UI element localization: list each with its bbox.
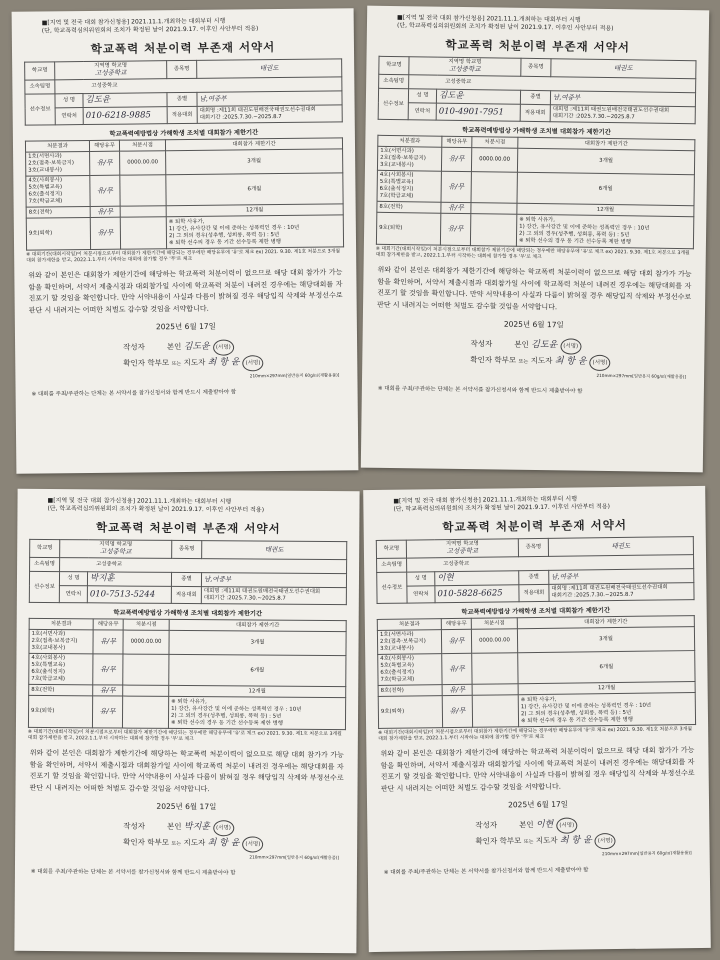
form-title: 학교폭력 처분이력 부존재 서약서: [442, 517, 627, 535]
team-value: 고성중학교: [60, 558, 347, 574]
limits-row: [378, 693, 695, 729]
header-line-2: (단, 학교폭력심의위원회의 조치가 확정된 날이 2021.9.17. 이후인 사안부터 적용): [41, 25, 259, 35]
paper-spec: 210mm×297mm[일반용지 60g/㎡(재활용품)]: [596, 372, 687, 380]
school-value: 지역명 학교명 고성중학교: [406, 539, 518, 558]
event-label: 종목명: [518, 538, 548, 556]
writer-signature: 김도윤: [183, 341, 210, 353]
limits-row: [26, 149, 343, 176]
limit-period: 12개월: [518, 682, 695, 695]
limits-subtitle: 학교폭력예방법상 가해학생 조치별 대회참가 제한기간: [113, 609, 263, 618]
contact-label: 연락처: [408, 103, 436, 120]
event-value: 태권도: [548, 537, 693, 557]
limits-table: [28, 618, 347, 730]
athlete-phone: 010-6218-9885: [83, 107, 167, 125]
pledge-form-sheet-3: [14, 489, 359, 953]
col-applicable: 해당유무: [441, 618, 471, 629]
limit-yes-no: 유/무: [90, 217, 120, 249]
athlete-label: 선수정보: [25, 94, 55, 125]
event-label: 종목명: [521, 58, 551, 76]
pledge-form-sheet-1: [12, 8, 359, 474]
pledge-date: 2025년 6월 17일: [503, 319, 564, 330]
signature-block: [27, 819, 345, 853]
team-label: 소속팀명: [379, 74, 409, 88]
limit-yes-no: 유/무: [442, 684, 472, 695]
athlete-label: 선수정보: [29, 571, 59, 602]
limits-subtitle: 학교폭력예방법상 가해학생 조치별 대회참가 제한기간: [109, 129, 259, 138]
pledge-date: 2025년 6월 17일: [156, 801, 217, 812]
limit-yes-no: 유/무: [93, 654, 123, 685]
limit-period: ※ 퇴학 사유가, 1) 강간, 유사강간 및 이에 준하는 성폭력인 경우 : 10년 2) 그 외의 경우(성추행, 성희롱, 폭력 등) : 5년 ※ 퇴학 선수의 경우 동 기간 선수등록 제한 병행: [166, 215, 343, 249]
name-label: 성 명: [408, 89, 436, 103]
col-limit: 대회참가 제한기간: [518, 137, 695, 150]
col-limit: 대회참가 제한기간: [517, 616, 694, 629]
signature-block: [379, 816, 697, 852]
header-line-2: (단, 학교폭력심의위원회의 조치가 확정된 날이 2021.9.17. 이후인 사안부터 적용): [396, 22, 614, 33]
limits-table: [25, 137, 344, 250]
col-date: 처분시점: [119, 140, 165, 151]
competition-value: 대회명 :제11회 태권도원배전국태권도선수권대회 대회기간 :2025.7.30.~2025.8.7: [549, 583, 694, 602]
gender-value: 남,여중부: [549, 569, 694, 585]
athlete-info-table: [378, 56, 697, 124]
limit-period: 6개월: [518, 651, 695, 684]
name-label: 성 명: [407, 572, 435, 586]
limit-period: ※ 퇴학 사유가, 1) 강간, 유사강간 및 이에 준하는 성폭력인 경우 : 10년 2) 그 외의 경우(성추행, 성희롱, 폭력 등) : 5년 ※ 퇴학 선수의 경우 동 기간 선수등록 제한 병행: [516, 214, 693, 248]
limit-date: 0000.00.00: [123, 630, 169, 654]
limit-action: 1호(서면사과) 2호(접촉·보복금지) 3호(교내봉사): [377, 630, 441, 655]
event-label: 종목명: [167, 60, 197, 78]
competition-value: 대회명 :제11회 태권도원배전국태권도선수권대회 대회기간 :2025.7.30.~2025.8.7: [550, 105, 695, 124]
limit-action: 9호(퇴학): [26, 217, 90, 250]
guide-stamp: (서명): [589, 355, 610, 371]
limit-action: 4호(사회봉사) 5호(특별교육) 6호(출석정지) 7호(학급교체): [29, 653, 93, 684]
paper-spec: 210mm×297mm[일반용지 60g/㎡(재활용품)]: [601, 850, 692, 857]
limits-row: [29, 653, 346, 686]
event-label: 종목명: [172, 540, 202, 558]
col-limit: 대회참가 제한기간: [165, 138, 342, 151]
school-value: 지역명 학교명 고성중학교: [55, 61, 167, 80]
gender-label: 종별: [520, 90, 550, 104]
writer-line: 작성자 본인 김도윤 (서명): [123, 338, 345, 356]
event-value: 태권도: [197, 59, 342, 79]
athlete-phone: 010-4901-7951: [436, 103, 520, 121]
writer-signature: 이현: [535, 819, 554, 831]
limits-row: [377, 170, 694, 205]
signature-block: [27, 338, 345, 373]
col-applicable: 해당유무: [89, 140, 119, 151]
guide-signature: 최 항 윤: [554, 356, 587, 367]
limit-period: 3개월: [166, 149, 343, 175]
school-value: 지역명 학교명 고성중학교: [60, 540, 172, 559]
athlete-info-table: [376, 536, 695, 604]
limits-row: [26, 215, 343, 250]
limits-row: [28, 695, 345, 729]
competition-label: 적용대회: [171, 586, 201, 603]
limit-date: 0000.00.00: [471, 148, 517, 173]
guide-signature: 최 항 윤: [207, 357, 240, 368]
limit-yes-no: 유/무: [90, 175, 120, 206]
confirmer-line: 확인자 학부모 또는 지도자 최 항 윤 (서명): [475, 832, 697, 851]
limit-period: 6개월: [166, 173, 343, 206]
form-header: [397, 14, 697, 34]
signature-block: [374, 336, 692, 372]
school-label: 학교명: [379, 56, 409, 74]
limit-yes-no: 유/무: [441, 202, 471, 213]
team-value: 고성중학교: [55, 77, 342, 94]
limit-action: 8호(전학): [29, 684, 93, 695]
limit-action: 8호(전학): [26, 206, 90, 218]
col-applicable: 해당유무: [93, 619, 123, 630]
form-note: ※ 대회기간(대회시작일)이 처분시점으로부터 대회참가 제한기간에 해당되는 경우에만 해당유무에 '유'로 체크 ex) 2021. 9.30. 제1호 처분으로 3개월 대회 참가제한을 받고, 2022.1.1.부터 시작하는 대회에 참가할 경우 '무'로 체크: [375, 246, 690, 261]
writer-stamp: (서명): [560, 338, 581, 354]
limit-period: 12개월: [169, 685, 346, 697]
guide-signature: 최 항 윤: [559, 835, 592, 846]
gender-value: 남,여중부: [201, 573, 346, 588]
limit-yes-no: 유/무: [442, 653, 472, 684]
limit-yes-no: 유/무: [90, 206, 120, 217]
form-title: 학교폭력 처분이력 부존재 서약서: [90, 40, 276, 56]
paper-spec: 210mm×297mm[일반용지 60g/㎡(재활용품)]: [249, 854, 340, 861]
col-date: 처분시점: [471, 618, 517, 630]
header-line-1: ■[지역 및 전국 대회 참가신청용] 2021.11.1.개최하는 대회부터 시행: [393, 495, 578, 505]
limit-action: 8호(전학): [377, 201, 441, 213]
competition-value: 대회명 :제11회 태권도원배전국태권도선수권대회 대회기간 :2025.7.30.~2025.8.7: [197, 105, 342, 124]
team-label: 소속팀명: [377, 558, 407, 572]
limit-period: 12개월: [517, 203, 694, 216]
limit-action: 8호(전학): [378, 685, 442, 697]
form-note: ※ 대회기간(대회시작일)이 처분시점으로부터 대회참가 제한기간에 해당되는 경우에만 해당유무에 '유'로 체크 ex) 2021. 9.30. 제1호 처분으로 3개월 대회 참가제한을 받고, 2022.1.1.부터 시작하는 대회에 참가할 경우 '무'로 체크: [378, 727, 693, 742]
col-action: 처분결과: [377, 619, 441, 631]
writer-line: 작성자 본인 박지훈 (서명): [123, 820, 345, 838]
limits-table: [377, 615, 696, 729]
event-value: 태권도: [551, 59, 696, 79]
limit-action: 4호(사회봉사) 5호(특별교육) 6호(출석정지) 7호(학급교체): [377, 170, 441, 202]
team-value: 고성중학교: [407, 555, 694, 573]
pledge-form-sheet-2: [361, 6, 709, 473]
pledge-text: 위와 같이 본인은 대회참가 제한기간에 해당하는 학교폭력 처분이력이 없으므로 해당 대회 참가가 가능함을 확인하며, 서약서 제출시점과 대회참가일 사이에 학교폭력 처분이 내려진 경우에는 해당대회를 자진포기 할 것임을 확인합니다. 만약 서약내용이 사실과 다름이 밝혀질 경우 해당입직 삭제와 부정선수로 판단 시 내려지는 어떠한 처벌도 감수할 것임을 서약합니다.: [29, 748, 344, 793]
gender-label: 종별: [519, 570, 549, 584]
limit-date: [472, 653, 518, 685]
limit-period: 6개월: [169, 654, 346, 686]
name-label: 성 명: [59, 572, 87, 586]
competition-label: 적용대회: [167, 106, 197, 123]
limit-period: 3개월: [169, 630, 346, 655]
pledge-date: 2025년 6월 17일: [508, 799, 569, 810]
form-footer: ※ 대회를 주최/주관하는 단체는 본 서약서를 참가신청서와 함께 반드시 제출받아야 함: [377, 385, 583, 395]
writer-stamp: (서명): [213, 820, 234, 836]
limit-date: [120, 175, 166, 206]
limit-date: [123, 654, 169, 685]
col-action: 처분결과: [378, 135, 442, 147]
guide-stamp: (서명): [595, 833, 616, 849]
competition-label: 적용대회: [519, 584, 549, 601]
form-note: ※ 대회기간(대회시작일)이 처분시점으로부터 대회참가 제한기간에 해당되는 경우에만 해당유무에 '유'로 체크 ex) 2021. 9.30. 제1호 처분으로 3개월 대회 참가제한을 받고, 2022.1.1.부터 시작하는 대회에 참가할 경우 '무'로 체크: [27, 729, 342, 743]
limit-date: [120, 217, 166, 249]
limits-row: [376, 212, 693, 248]
limit-yes-no: 유/무: [93, 685, 123, 696]
team-value: 고성중학교: [409, 75, 696, 93]
limit-date: 0000.00.00: [120, 151, 166, 175]
school-label: 학교명: [376, 540, 406, 558]
limits-row: [378, 651, 695, 686]
col-limit: 대회참가 제한기간: [169, 619, 346, 631]
limit-period: ※ 퇴학 사유가, 1) 강간, 유사강간 및 이에 준하는 성폭력인 경우 : 10년 2) 그 외의 경우(성추행, 성희롱, 폭력 등) : 5년 ※ 퇴학 선수의 경우 동 기간 선수등록 제한 병행: [518, 693, 695, 727]
athlete-info-table: [24, 58, 343, 125]
contact-label: 연락처: [407, 586, 435, 603]
limit-action: 9호(퇴학): [376, 212, 440, 245]
limits-row: [26, 173, 343, 207]
limit-action: 1호(서면사과) 2호(접촉·보복금지) 3호(교내봉사): [29, 629, 93, 653]
limit-date: [470, 214, 516, 247]
guide-stamp: (서명): [242, 355, 263, 371]
writer-signature: 김도윤: [531, 339, 558, 351]
writer-line: 작성자 본인 이현 (서명): [475, 816, 697, 835]
gender-value: 남,여중부: [550, 91, 695, 107]
athlete-name: 김도윤: [83, 93, 167, 108]
col-action: 처분결과: [29, 618, 93, 629]
team-label: 소속팀명: [30, 557, 60, 571]
form-note: ※ 대회기간(대회시작일)이 처분시점으로부터 대회참가 제한기간에 해당되는 경우에만 해당유무에 '유'로 체크 ex) 2021. 9.30. 제1호 처분으로 3개월 대회 참가제한을 받고, 2022.1.1.부터 시작하는 대회에 참가할 경우 '무'로 체크: [26, 249, 341, 264]
athlete-name: 이현: [435, 571, 519, 586]
limit-date: [472, 684, 518, 696]
form-footer: ※ 대회를 주최/주관하는 단체는 본 서약서를 참가신청서와 함께 반드시 제출받아야 함: [31, 389, 237, 398]
contact-label: 연락처: [59, 586, 87, 603]
school-value: 지역명 학교명 고성중학교: [409, 57, 521, 77]
limits-subtitle: 학교폭력예방법상 가해학생 조치별 대회참가 제한기간: [461, 607, 611, 616]
athlete-info-table: [29, 539, 347, 605]
limit-yes-no: 유/무: [441, 629, 471, 653]
limits-table: [376, 135, 696, 249]
competition-label: 적용대회: [520, 104, 550, 121]
team-label: 소속팀명: [25, 80, 55, 94]
limit-action: 1호(서면사과) 2호(접촉·보복금지) 3호(교내봉사): [377, 146, 441, 171]
event-value: 태권도: [202, 541, 347, 560]
limits-row: [29, 629, 346, 655]
header-line-2: (단, 학교폭력심의위원회의 조치가 확정된 날이 2021.9.17. 이후인 사안부터 적용): [393, 503, 611, 513]
athlete-name: 박지훈: [87, 572, 171, 587]
limits-subtitle: 학교폭력예방법상 가해학생 조치별 대회참가 제한기간: [462, 126, 611, 137]
limit-date: [471, 172, 517, 204]
school-label: 학교명: [25, 62, 55, 80]
school-label: 학교명: [30, 539, 60, 557]
guide-stamp: (서명): [242, 836, 263, 852]
limit-date: [122, 696, 168, 728]
athlete-phone: 010-5828-6625: [435, 585, 519, 603]
limit-period: ※ 퇴학 사유가, 1) 강간, 유사강간 및 이에 준하는 성폭력인 경우 : 10년 2) 그 외의 경우(성추행, 성희롱, 폭력 등) : 5년 ※ 퇴학 선수의 경우 동 기간 선수등록 제한 병행: [168, 696, 345, 729]
col-action: 처분결과: [25, 140, 89, 152]
pledge-text: 위와 같이 본인은 대회참가 제한기간에 해당하는 학교폭력 처분이력이 없으므로 해당 대회 참가가 가능함을 확인하며, 서약서 제출시점과 대회참가일 사이에 학교폭력 처분이 내려진 경우에는 해당대회를 자진포기 할 것임을 확인합니다. 만약 서약내용이 사실과 다름이 밝혀질 경우 해당입직 삭제와 부정선수로 판단 시 내려지는 어떠한 처벌도 감수할 것임을 서약합니다.: [377, 265, 692, 311]
limit-period: 3개월: [517, 148, 694, 174]
pledge-text: 위와 같이 본인은 대회참가 제한기간에 해당하는 학교폭력 처분이력이 없으므로 해당 대회 참가가 가능함을 확인하며, 서약서 제출시점과 대회참가일 사이에 학교폭력 처분이 내려진 경우에는 해당대회를 자진포기 할 것임을 확인합니다. 만약 서약내용이 사실과 다름이 밝혀질 경우 해당입직 삭제와 부정선수로 판단 시 내려지는 어떠한 처벌도 감수할 것임을 서약합니다.: [380, 746, 695, 793]
gender-value: 남,여중부: [197, 91, 342, 107]
col-date: 처분시점: [472, 137, 518, 149]
header-line-1: ■[지역 및 전국 대회 참가신청용] 2021.11.1.개최하는 대회부터 시행: [47, 497, 232, 506]
contact-label: 연락처: [55, 108, 83, 125]
limit-yes-no: 유/무: [90, 151, 120, 175]
limit-date: [471, 203, 517, 215]
limit-action: 1호(서면사과) 2호(접촉·보복금지) 3호(교내봉사): [26, 151, 90, 176]
form-header: [42, 16, 342, 35]
col-date: 처분시점: [123, 619, 169, 630]
writer-line: 작성자 본인 김도윤 (서명): [470, 337, 692, 356]
form-title: 학교폭력 처분이력 부존재 서약서: [96, 520, 281, 536]
col-applicable: 해당유무: [442, 136, 472, 147]
athlete-label: 선수정보: [378, 88, 408, 119]
limit-yes-no: 유/무: [441, 147, 471, 171]
confirmer-line: 확인자 학부모 또는 지도자 최 항 윤 (서명): [123, 354, 345, 372]
name-label: 성 명: [55, 94, 83, 108]
gender-label: 종별: [171, 572, 201, 586]
limit-action: 4호(사회봉사) 5호(특별교육) 6호(출석정지) 7호(학급교체): [26, 175, 90, 207]
limit-action: 4호(사회봉사) 5호(특별교육) 6호(출석정지) 7호(학급교체): [378, 654, 442, 686]
form-header: [47, 497, 347, 515]
limit-action: 9호(퇴학): [378, 696, 442, 729]
limit-yes-no: 유/무: [92, 696, 122, 728]
guide-signature: 최 항 윤: [207, 838, 240, 849]
limit-yes-no: 유/무: [441, 171, 471, 202]
limit-period: 3개월: [517, 627, 694, 653]
limit-period: 6개월: [517, 172, 694, 205]
confirmer-line: 확인자 학부모 또는 지도자 최 항 윤 (서명): [470, 353, 692, 372]
limit-period: 12개월: [166, 204, 343, 217]
limit-date: [123, 685, 169, 696]
athlete-name: 김도윤: [436, 89, 520, 104]
header-line-1: ■[지역 및 전국 대회 참가신청용] 2021.11.1.개최하는 대회부터 시행: [41, 17, 226, 27]
writer-stamp: (서명): [213, 339, 234, 355]
gender-label: 종별: [167, 92, 197, 106]
athlete-label: 선수정보: [377, 572, 407, 603]
pledge-date: 2025년 6월 17일: [155, 321, 216, 332]
form-footer: ※ 대회를 주최/주관하는 단체는 본 서약서를 참가신청서와 함께 반드시 제출받아야 함: [30, 868, 236, 877]
pledge-form-sheet-4: [363, 486, 711, 952]
form-title: 학교폭력 처분이력 부존재 서약서: [445, 37, 631, 55]
limit-date: 0000.00.00: [471, 629, 517, 654]
pledge-text: 위와 같이 본인은 대회참가 제한기간에 해당하는 학교폭력 처분이력이 없으므로 해당 대회 참가가 가능함을 확인하며, 서약서 제출시점과 대회참가일 사이에 학교폭력 처분이 내려진 경우에는 해당대회를 자진포기 할 것임을 확인합니다. 만약 서약내용이 사실과 다름이 밝혀질 경우 해당입직 삭제와 부정선수로 판단 시 내려지는 어떠한 처벌도 감수할 것임을 서약합니다.: [28, 268, 343, 315]
header-line-1: ■[지역 및 전국 대회 참가신청용] 2021.11.1.개최하는 대회부터 시행: [397, 14, 581, 24]
limit-date: [120, 206, 166, 217]
limit-yes-no: 유/무: [440, 213, 470, 245]
limit-date: [472, 695, 518, 728]
limit-yes-no: 유/무: [93, 630, 123, 654]
limit-yes-no: 유/무: [442, 695, 472, 727]
limit-action: 9호(퇴학): [28, 695, 92, 727]
athlete-phone: 010-7513-5244: [87, 586, 171, 604]
form-header: [393, 494, 693, 514]
confirmer-line: 확인자 학부모 또는 지도자 최 항 윤 (서명): [123, 836, 345, 854]
writer-stamp: (서명): [556, 818, 577, 834]
header-line-2: (단, 학교폭력심의위원회의 조치가 확정된 날이 2021.9.17. 이후인 사안부터 적용): [47, 505, 265, 514]
form-footer: ※ 대회를 주최/주관하는 단체는 본 서약서를 참가신청서와 함께 반드시 제출받아야 함: [383, 867, 589, 876]
writer-signature: 박지훈: [183, 821, 211, 833]
paper-spec: 210mm×297mm[일반용지 60g/㎡(재활용품)]: [249, 372, 340, 379]
competition-value: 대회명 :제11회 태권도원배전국태권도선수권대회 대회기간 :2025.7.30.~2025.8.7: [201, 587, 346, 605]
